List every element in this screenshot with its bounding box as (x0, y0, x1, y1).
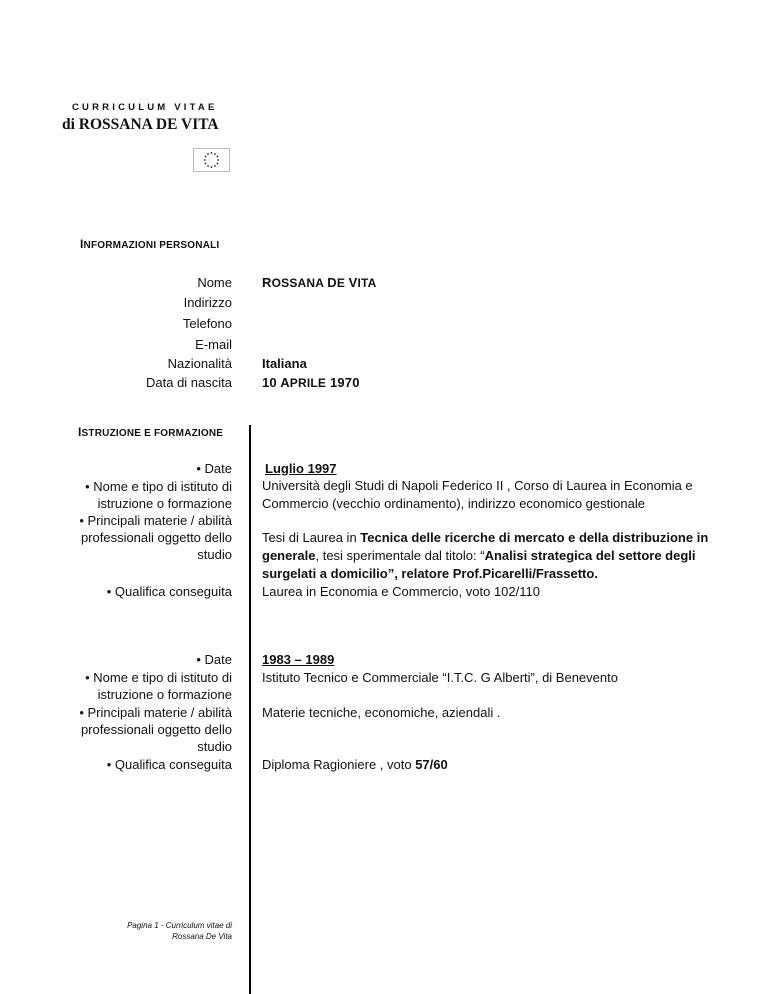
label-materie-1c: studio (197, 547, 232, 562)
eu-flag-icon (193, 148, 230, 172)
label-nome: Nome (197, 275, 232, 290)
label-date-2: • Date (196, 652, 232, 667)
label-istituto-1a: • Nome e tipo di istituto di (85, 479, 232, 494)
section-title-education: ISTRUZIONE E FORMAZIONE (78, 425, 224, 439)
entry-2-materie: Materie tecniche, economiche, aziendali . (262, 705, 501, 720)
label-istituto-1b: istruzione o formazione (97, 496, 232, 511)
entry-1-date: Luglio 1997 (265, 461, 337, 476)
entry-2-qualifica: Diploma Ragioniere , voto 57/60 (262, 757, 448, 772)
entry-2-date: 1983 – 1989 (262, 652, 335, 667)
entry-1-materie: Tesi di Laurea in Tecnica delle ricerche di mercato e della distribuzione in generale, tesi sperimentale dal titolo: “Analisi strategica del settore degli surgelati a domicilio”, relatore Prof.Picarelli/Frassetto. (262, 530, 709, 581)
cv-title-name: di ROSSANA DE VITA (62, 116, 219, 133)
cv-label: CURRICULUM VITAE (72, 102, 218, 113)
label-materie-2c: studio (197, 739, 232, 754)
page-footer (32, 920, 232, 942)
value-data-nascita: 10 APRILE 1970 (262, 375, 360, 390)
entry-1-qualifica: Laurea in Economia e Commercio, voto 102/110 (262, 584, 540, 599)
label-data-nascita: Data di nascita (146, 375, 232, 390)
label-istituto-2b: istruzione o formazione (97, 687, 232, 702)
label-materie-1b: professionali oggetto dello (80, 530, 232, 545)
label-telefono: Telefono (182, 316, 232, 331)
label-materie-2a: • Principali materie / abilità (79, 705, 232, 720)
entry-1-istituto: Università degli Studi di Napoli Federico II , Corso di Laurea in Economia e Commercio (vecchio ordinamento), indirizzo economico gestionale (262, 478, 693, 511)
footer-line-1: Pagina 1 - Curriculum vitae di (127, 921, 232, 930)
entry-2-istituto: Istituto Tecnico e Commerciale “I.T.C. G Alberti”, di Benevento (262, 670, 618, 685)
value-nome: ROSSANA DE VITA (262, 275, 377, 290)
label-materie-1a: • Principali materie / abilità (79, 513, 232, 528)
label-materie-2b: professionali oggetto dello (80, 722, 232, 737)
value-nazionalita: Italiana (262, 356, 307, 371)
label-istituto-2a: • Nome e tipo di istituto di (85, 670, 232, 685)
section-divider-line (249, 425, 251, 994)
footer-line-2: Rossana De Vita (172, 932, 232, 941)
label-email: E-mail (195, 337, 232, 352)
label-nazionalita: Nazionalità (167, 356, 232, 371)
label-qualifica-2: • Qualifica conseguita (106, 757, 232, 772)
label-qualifica-1: • Qualifica conseguita (106, 584, 232, 599)
section-title-personal: INFORMAZIONI PERSONALI (80, 237, 220, 251)
label-indirizzo: Indirizzo (183, 295, 232, 310)
label-date-1: • Date (196, 461, 232, 476)
